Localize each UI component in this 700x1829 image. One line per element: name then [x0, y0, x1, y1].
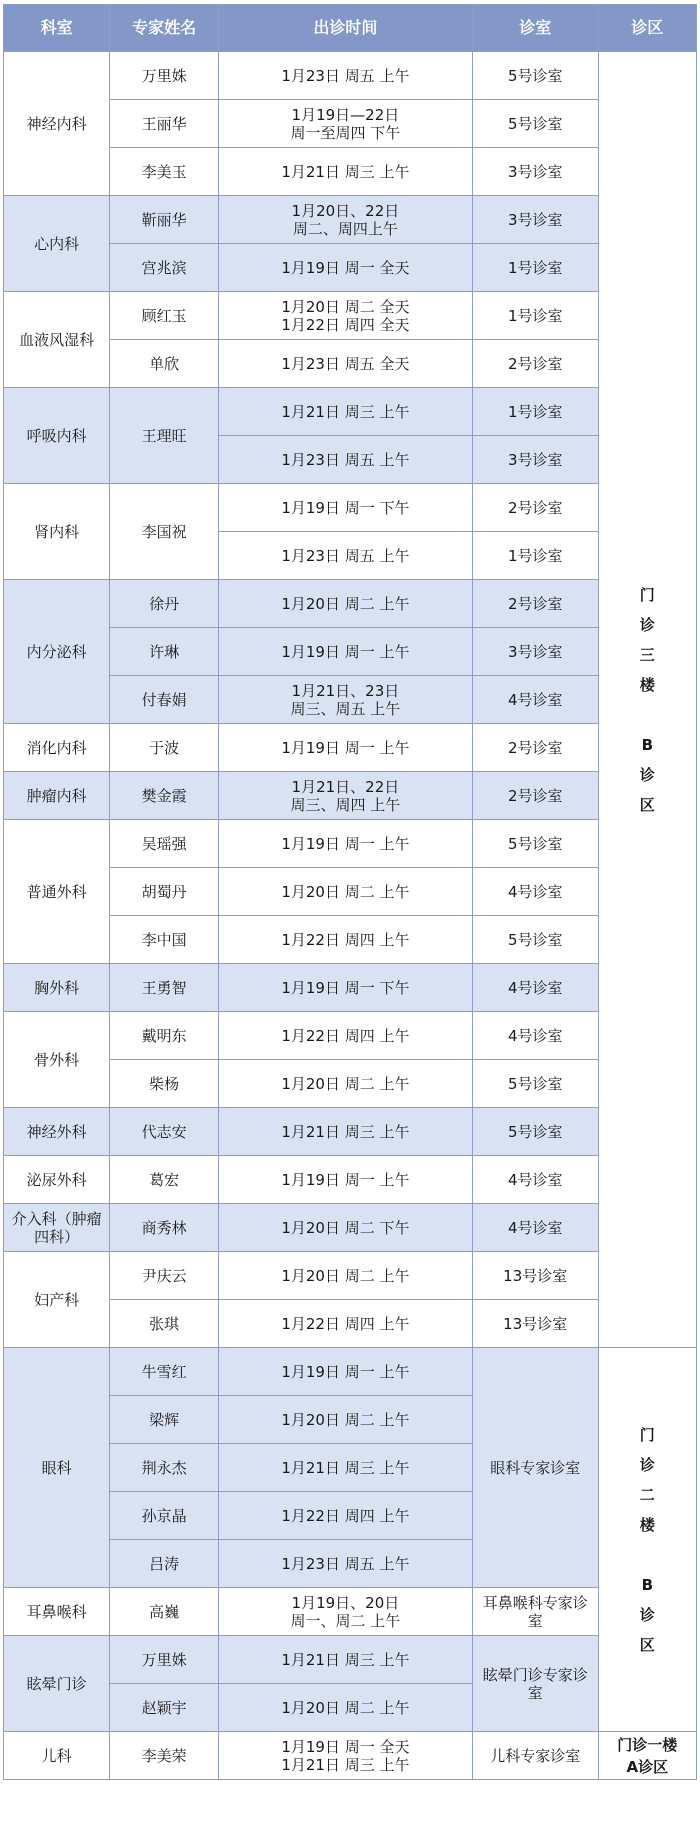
clinic-time-cell: 1月22日 周四 上午	[218, 1300, 472, 1348]
department-cell: 普通外科	[4, 820, 110, 964]
expert-name-cell: 李中国	[110, 916, 219, 964]
table-row	[4, 196, 697, 244]
clinic-time-cell: 1月20日 周二 下午	[218, 1204, 472, 1252]
expert-name-cell: 梁辉	[110, 1396, 219, 1444]
room-cell: 2号诊室	[472, 484, 598, 532]
room-cell: 4号诊室	[472, 1156, 598, 1204]
expert-name-cell: 李国祝	[110, 484, 219, 580]
clinic-time-cell: 1月19日 周一 上午	[218, 724, 472, 772]
department-cell: 血液风湿科	[4, 292, 110, 388]
table-row	[4, 1156, 697, 1204]
expert-name-cell: 宫兆滨	[110, 244, 219, 292]
expert-name-cell: 戴明东	[110, 1012, 219, 1060]
expert-name-cell: 胡蜀丹	[110, 868, 219, 916]
department-cell: 儿科	[4, 1732, 110, 1780]
expert-name-cell: 李美荣	[110, 1732, 219, 1780]
expert-name-cell: 张琪	[110, 1300, 219, 1348]
clinic-time-cell: 1月21日 周三 上午	[218, 1636, 472, 1684]
clinic-time-cell: 1月19日 周一 下午	[218, 484, 472, 532]
table-row	[4, 388, 697, 436]
expert-name-cell: 商秀林	[110, 1204, 219, 1252]
room-cell: 3号诊室	[472, 196, 598, 244]
clinic-time-cell: 1月20日 周二 上午	[218, 580, 472, 628]
clinic-area-cell: 门 诊 三 楼 B 诊 区	[598, 52, 696, 1348]
room-cell: 4号诊室	[472, 964, 598, 1012]
expert-name-cell: 万里姝	[110, 1636, 219, 1684]
table-row	[4, 772, 697, 820]
clinic-time-cell: 1月21日 周三 上午	[218, 388, 472, 436]
table-row	[4, 1588, 697, 1636]
clinic-time-cell: 1月19日 周一 全天	[218, 244, 472, 292]
room-cell: 5号诊室	[472, 1060, 598, 1108]
department-cell: 肿瘤内科	[4, 772, 110, 820]
header-room: 诊室	[472, 5, 598, 52]
expert-schedule-table	[3, 4, 697, 1780]
clinic-time-cell: 1月19日 周一 上午	[218, 628, 472, 676]
table-row	[4, 1252, 697, 1300]
department-cell: 耳鼻喉科	[4, 1588, 110, 1636]
header-clinic-area: 诊区	[598, 5, 696, 52]
clinic-time-cell: 1月19日 周一 下午	[218, 964, 472, 1012]
table-row	[4, 820, 697, 868]
department-cell: 妇产科	[4, 1252, 110, 1348]
expert-name-cell: 荆永杰	[110, 1444, 219, 1492]
expert-name-cell: 万里姝	[110, 52, 219, 100]
table-row	[4, 484, 697, 532]
table-row	[4, 580, 697, 628]
department-cell: 肾内科	[4, 484, 110, 580]
clinic-time-cell: 1月23日 周五 全天	[218, 340, 472, 388]
clinic-time-cell: 1月19日 周一 上午	[218, 1348, 472, 1396]
expert-name-cell: 王勇智	[110, 964, 219, 1012]
table-row	[4, 1732, 697, 1780]
expert-name-cell: 牛雪红	[110, 1348, 219, 1396]
room-cell: 1号诊室	[472, 532, 598, 580]
table-row	[4, 1204, 697, 1252]
table-row	[4, 1012, 697, 1060]
expert-name-cell: 王丽华	[110, 100, 219, 148]
room-cell: 5号诊室	[472, 1108, 598, 1156]
clinic-time-cell: 1月21日、22日 周三、周四 上午	[218, 772, 472, 820]
room-cell: 4号诊室	[472, 868, 598, 916]
room-cell: 1号诊室	[472, 292, 598, 340]
room-cell: 5号诊室	[472, 820, 598, 868]
room-cell: 3号诊室	[472, 148, 598, 196]
clinic-time-cell: 1月23日 周五 上午	[218, 1540, 472, 1588]
table-row	[4, 964, 697, 1012]
clinic-time-cell: 1月23日 周五 上午	[218, 52, 472, 100]
clinic-time-cell: 1月20日 周二 上午	[218, 1684, 472, 1732]
department-cell: 心内科	[4, 196, 110, 292]
expert-name-cell: 徐丹	[110, 580, 219, 628]
table-row	[4, 1348, 697, 1396]
clinic-time-cell: 1月19日—22日 周一至周四 下午	[218, 100, 472, 148]
table-row	[4, 292, 697, 340]
table-row	[4, 1636, 697, 1684]
table-row	[4, 724, 697, 772]
department-cell: 胸外科	[4, 964, 110, 1012]
expert-name-cell: 王理旺	[110, 388, 219, 484]
clinic-time-cell: 1月23日 周五 上午	[218, 436, 472, 484]
department-cell: 介入科（肿瘤四科）	[4, 1204, 110, 1252]
clinic-time-cell: 1月22日 周四 上午	[218, 1492, 472, 1540]
clinic-time-cell: 1月20日 周二 全天 1月22日 周四 全天	[218, 292, 472, 340]
room-cell: 眼科专家诊室	[472, 1348, 598, 1588]
expert-name-cell: 尹庆云	[110, 1252, 219, 1300]
expert-name-cell: 靳丽华	[110, 196, 219, 244]
department-cell: 内分泌科	[4, 580, 110, 724]
clinic-time-cell: 1月20日、22日 周二、周四上午	[218, 196, 472, 244]
clinic-time-cell: 1月20日 周二 上午	[218, 1060, 472, 1108]
clinic-time-cell: 1月22日 周四 上午	[218, 1012, 472, 1060]
clinic-time-cell: 1月23日 周五 上午	[218, 532, 472, 580]
department-cell: 神经内科	[4, 52, 110, 196]
room-cell: 4号诊室	[472, 1012, 598, 1060]
department-cell: 神经外科	[4, 1108, 110, 1156]
room-cell: 4号诊室	[472, 1204, 598, 1252]
expert-name-cell: 付春娟	[110, 676, 219, 724]
room-cell: 1号诊室	[472, 244, 598, 292]
room-cell: 眩晕门诊专家诊室	[472, 1636, 598, 1732]
room-cell: 2号诊室	[472, 772, 598, 820]
clinic-time-cell: 1月21日 周三 上午	[218, 1444, 472, 1492]
expert-name-cell: 单欣	[110, 340, 219, 388]
clinic-time-cell: 1月20日 周二 上午	[218, 868, 472, 916]
expert-name-cell: 高巍	[110, 1588, 219, 1636]
header-row	[4, 5, 697, 52]
header-expert-name: 专家姓名	[110, 5, 219, 52]
table-row	[4, 52, 697, 100]
department-cell: 眼科	[4, 1348, 110, 1588]
expert-name-cell: 柴杨	[110, 1060, 219, 1108]
room-cell: 13号诊室	[472, 1300, 598, 1348]
clinic-time-cell: 1月22日 周四 上午	[218, 916, 472, 964]
clinic-time-cell: 1月19日 周一 全天 1月21日 周三 上午	[218, 1732, 472, 1780]
expert-name-cell: 吴瑶强	[110, 820, 219, 868]
department-cell: 眩晕门诊	[4, 1636, 110, 1732]
expert-name-cell: 李美玉	[110, 148, 219, 196]
schedule-body	[4, 52, 697, 1780]
header-clinic-time: 出诊时间	[218, 5, 472, 52]
clinic-time-cell: 1月20日 周二 上午	[218, 1396, 472, 1444]
table-row	[4, 1108, 697, 1156]
expert-name-cell: 顾红玉	[110, 292, 219, 340]
expert-name-cell: 于波	[110, 724, 219, 772]
clinic-time-cell: 1月20日 周二 上午	[218, 1252, 472, 1300]
clinic-time-cell: 1月19日、20日 周一、周二 上午	[218, 1588, 472, 1636]
department-cell: 骨外科	[4, 1012, 110, 1108]
expert-name-cell: 孙京晶	[110, 1492, 219, 1540]
room-cell: 1号诊室	[472, 388, 598, 436]
room-cell: 5号诊室	[472, 100, 598, 148]
department-cell: 泌尿外科	[4, 1156, 110, 1204]
room-cell: 5号诊室	[472, 52, 598, 100]
room-cell: 13号诊室	[472, 1252, 598, 1300]
clinic-time-cell: 1月21日 周三 上午	[218, 148, 472, 196]
clinic-time-cell: 1月19日 周一 上午	[218, 820, 472, 868]
clinic-time-cell: 1月19日 周一 上午	[218, 1156, 472, 1204]
room-cell: 5号诊室	[472, 916, 598, 964]
room-cell: 儿科专家诊室	[472, 1732, 598, 1780]
room-cell: 2号诊室	[472, 340, 598, 388]
room-cell: 2号诊室	[472, 724, 598, 772]
expert-name-cell: 代志安	[110, 1108, 219, 1156]
expert-name-cell: 葛宏	[110, 1156, 219, 1204]
header-department: 科室	[4, 5, 110, 52]
expert-name-cell: 樊金霞	[110, 772, 219, 820]
department-cell: 消化内科	[4, 724, 110, 772]
room-cell: 4号诊室	[472, 676, 598, 724]
clinic-area-cell: 门诊一楼 A诊区	[598, 1732, 696, 1780]
room-cell: 3号诊室	[472, 436, 598, 484]
clinic-area-cell: 门 诊 二 楼 B 诊 区	[598, 1348, 696, 1732]
expert-name-cell: 许琳	[110, 628, 219, 676]
room-cell: 耳鼻喉科专家诊室	[472, 1588, 598, 1636]
room-cell: 3号诊室	[472, 628, 598, 676]
department-cell: 呼吸内科	[4, 388, 110, 484]
expert-name-cell: 吕涛	[110, 1540, 219, 1588]
clinic-time-cell: 1月21日 周三 上午	[218, 1108, 472, 1156]
expert-name-cell: 赵颖宇	[110, 1684, 219, 1732]
room-cell: 2号诊室	[472, 580, 598, 628]
clinic-time-cell: 1月21日、23日 周三、周五 上午	[218, 676, 472, 724]
